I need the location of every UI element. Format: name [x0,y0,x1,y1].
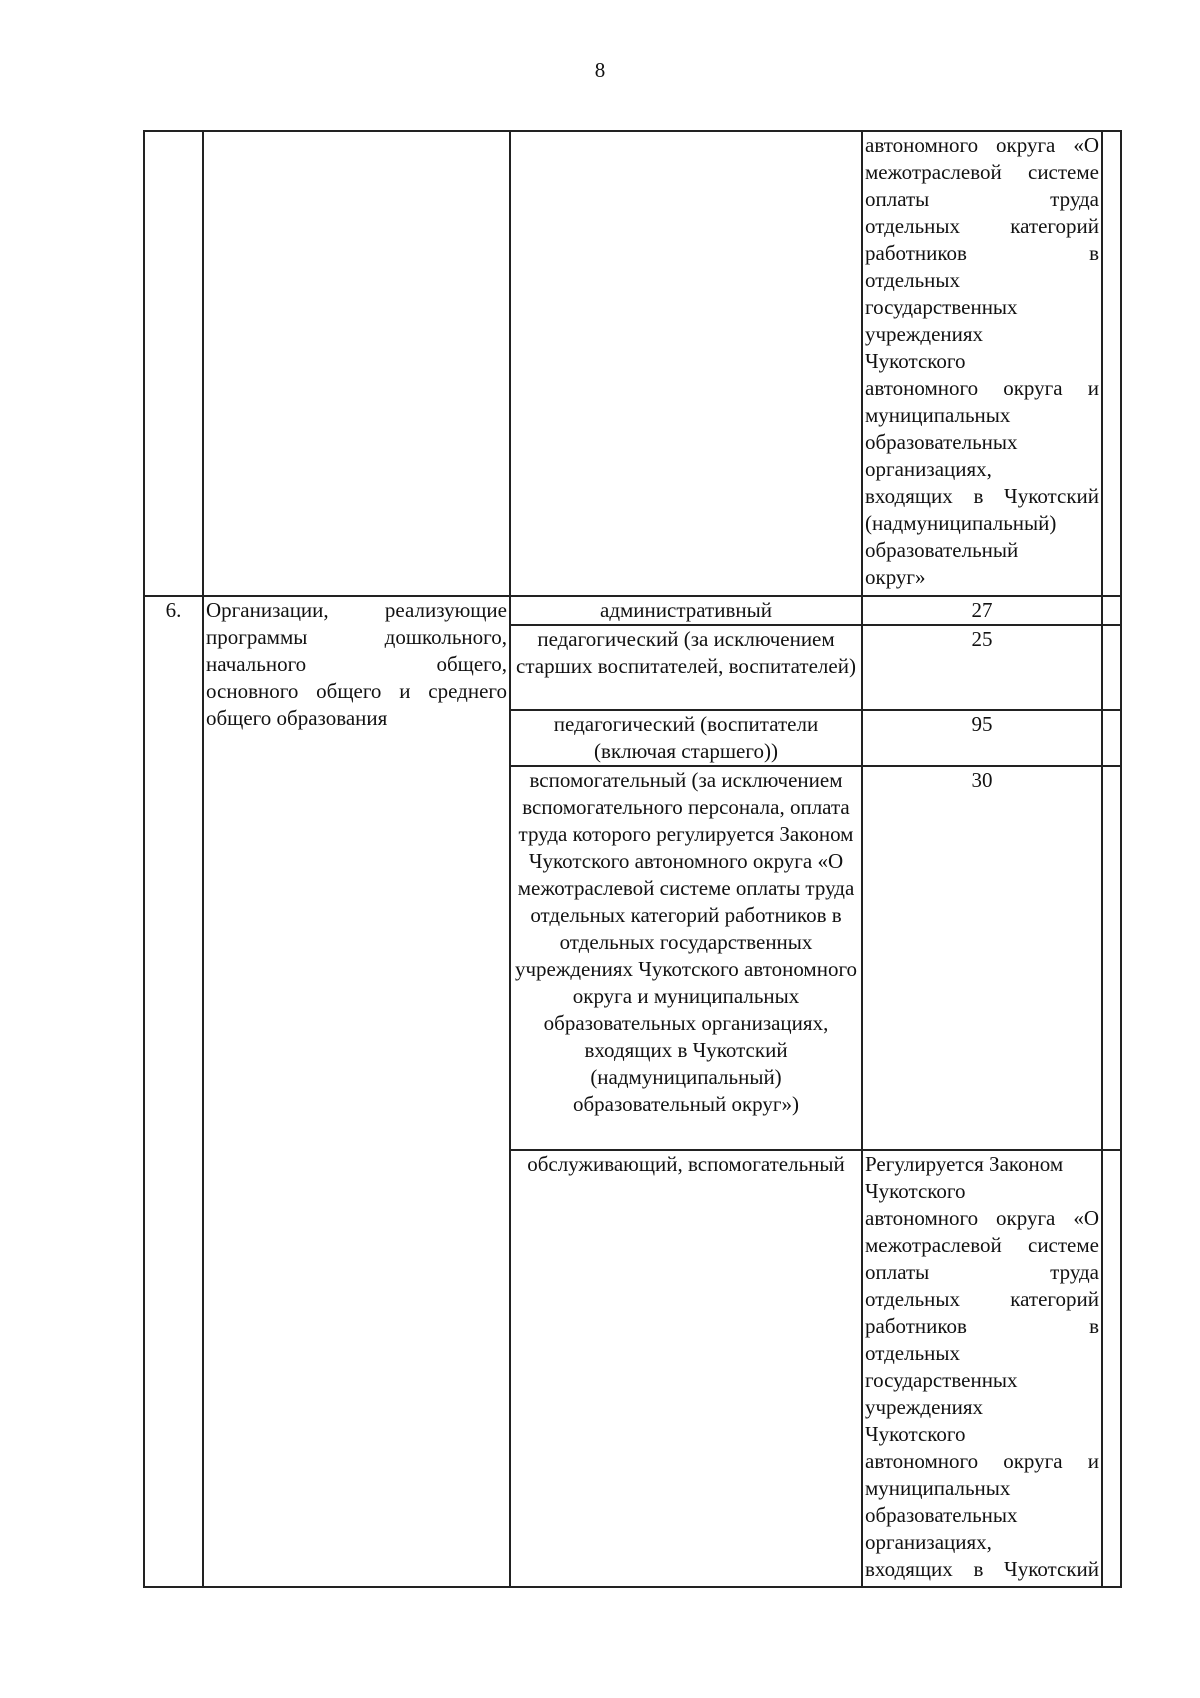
text-line: учреждениях [865,1394,984,1419]
text-line: Организации, реализующие [206,598,507,623]
text-line: отдельных [865,1340,961,1365]
text-line: государственных [865,1367,1018,1392]
text-line: Чукотского [865,349,966,373]
text-line: входящих в Чукотский [865,1556,1099,1581]
text-line: учреждениях [865,322,984,346]
staffing-table [143,130,1122,1588]
cell-requirement [862,131,1102,596]
text-line: программы дошкольного, [206,625,507,650]
text-line: отдельных категорий [865,1286,1099,1311]
personnel-pedagogical: педагогический (за исключением старших воспитателей, воспитателей) [510,625,862,710]
cell-extra [1102,596,1121,625]
personnel-pedagogical-educators: педагогический (воспитатели (включая старшего)) [510,710,862,766]
text-line: (надмуниципальный) [865,511,1057,535]
personnel-auxiliary: вспомогательный (за исключением вспомогательного персонала, оплата труда которого регулируется Законом Чукотского автономного округа «О межотраслевой системе оплаты труда отдельных категорий работников в отдельных государственных учреждениях Чукотского автономного округа и муниципальных образовательных организациях, входящих в Чукотский (надмуниципальный) образовательный округ») [510,766,862,1150]
text-line: Чукотского [865,1178,966,1203]
text-line: оплаты труда [865,187,1099,211]
text-line: образовательный [865,538,1019,562]
text-line: автономного округа «О [865,133,1099,157]
cell-organization [203,131,510,596]
cell-extra [1102,766,1121,1150]
text-line: округ» [865,565,926,589]
table-row-administrative [144,596,1121,625]
row-number: 6. [144,596,203,1587]
text-line: Чукотского [865,1421,966,1446]
personnel-administrative: административный [510,596,862,625]
value-pedagogical: 25 [862,625,1102,710]
text-line: межотраслевой системе [865,160,1099,184]
text-line: основного общего и среднего [206,679,507,704]
organization-name [203,596,510,1587]
text-line: организациях, [865,1529,992,1554]
text-line: муниципальных [865,1475,1011,1500]
text-line: автономного округа и [865,376,1099,400]
value-service [862,1150,1102,1587]
text-line: общего образования [206,706,388,731]
personnel-service: обслуживающий, вспомогательный [510,1150,862,1587]
text-line: государственных [865,295,1018,319]
text-line: муниципальных [865,403,1011,427]
text-line: отдельных категорий [865,214,1099,238]
value-pedagogical-educators: 95 [862,710,1102,766]
page-number: 8 [594,58,606,82]
cell-extra [1102,710,1121,766]
value-auxiliary: 30 [862,766,1102,1150]
cell-extra [1102,625,1121,710]
text-line: работников в [865,241,1099,265]
text-line: входящих в Чукотский [865,484,1099,508]
text-line: работников в [865,1313,1099,1338]
text-line: начального общего, [206,652,507,677]
text-line: отдельных [865,268,961,292]
text-line: Регулируется Законом [865,1151,1064,1176]
text-line: организациях, [865,457,992,481]
table-row-continued [144,131,1121,596]
text-line: образовательных [865,1502,1018,1527]
cell-extra [1102,1150,1121,1587]
text-line: оплаты труда [865,1259,1099,1284]
text-line: автономного округа «О [865,1205,1099,1230]
text-line: межотраслевой системе [865,1232,1099,1257]
text-line: автономного округа и [865,1448,1099,1473]
text-line: образовательных [865,430,1018,454]
cell-personnel [510,131,862,596]
cell-extra [1102,131,1121,596]
value-administrative: 27 [862,596,1102,625]
cell-number [144,131,203,596]
